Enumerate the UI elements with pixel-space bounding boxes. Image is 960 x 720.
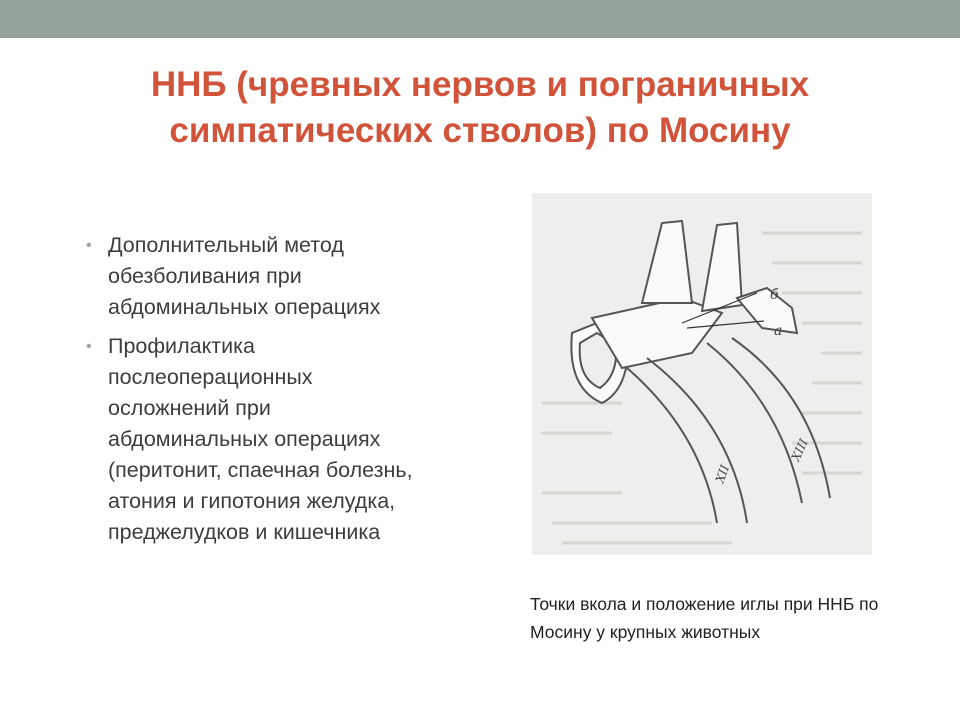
- bullet-item: [84, 331, 424, 548]
- bullet-dot-icon: •: [86, 237, 92, 254]
- label-b: б: [770, 287, 779, 303]
- rib-label-2: XIII: [788, 436, 811, 464]
- slide-title: ННБ (чревных нервов и пограничных симпатических стволов) по Мосину: [150, 65, 810, 150]
- vertebra-ribs-drawing: [532, 193, 872, 555]
- vertebra: [571, 221, 797, 403]
- anatomy-figure: [532, 193, 872, 555]
- bullet-list: [84, 230, 424, 556]
- rib-label-1: XII: [712, 463, 733, 485]
- label-a: а: [774, 323, 783, 339]
- bullet-item: [84, 230, 424, 323]
- bullet-dot-icon: •: [86, 338, 92, 355]
- ribs: [627, 338, 830, 523]
- top-bar: [0, 0, 960, 38]
- bullet-text: Дополнительный метод обезболивания при абдоминальных операциях: [108, 233, 381, 319]
- bullet-text: Профилактика послеоперационных осложнений при абдоминальных операциях (перитонит, спаечная болезнь, атония и гипотония желудка, преджелудков и кишечника: [108, 334, 413, 544]
- figure-caption: Точки вкола и положение иглы при ННБ по Мосину у крупных животных: [530, 594, 879, 642]
